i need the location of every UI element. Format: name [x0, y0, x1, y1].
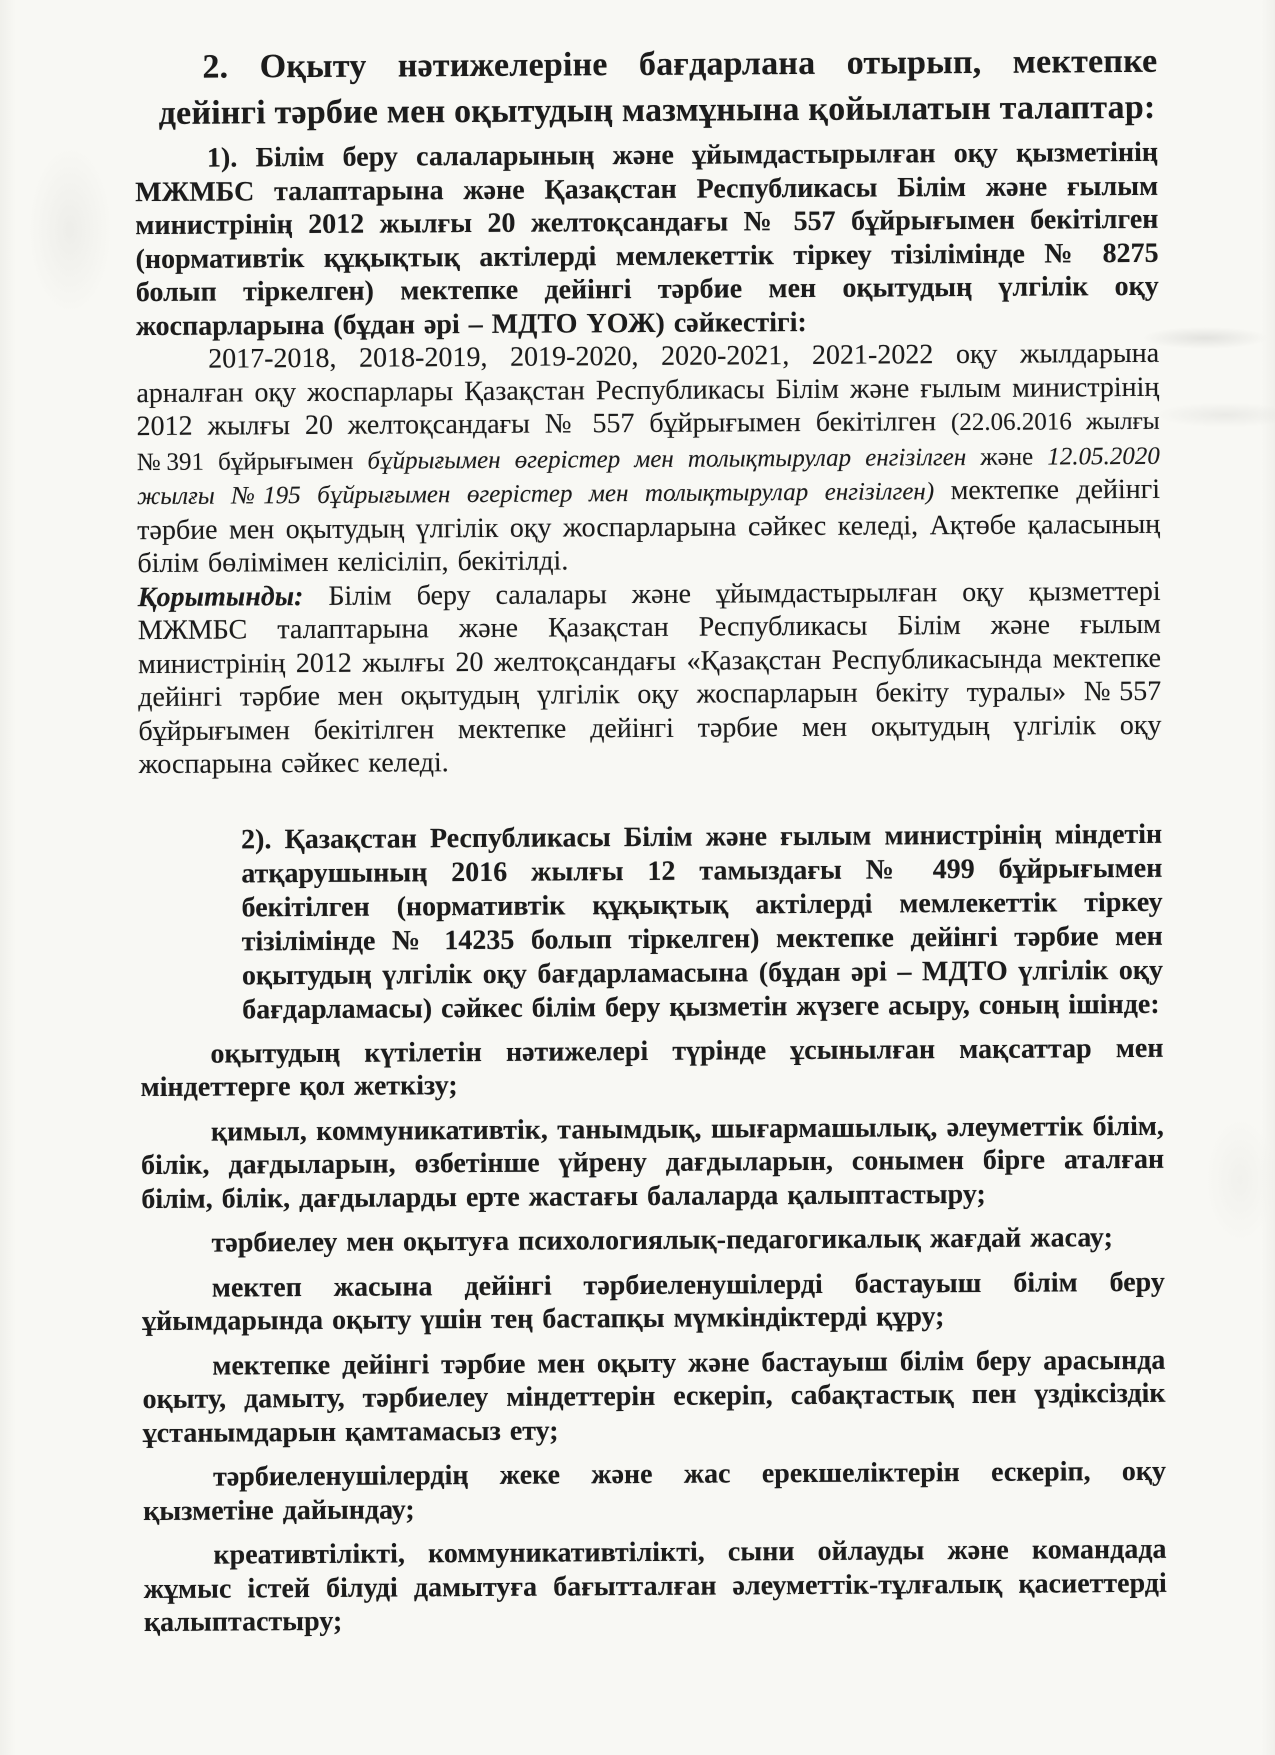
paragraph-study-plans: [136, 337, 1160, 581]
subitem-continuity-principles: мектепке дейінгі тәрбие мен оқыту және бастауыш білім беру арасында оқыту, дамыту, тәрбиелеу міндеттерін ескеріп, сабақтастық пен үздіксіздік ұстанымдарын қамтамасыз ету;: [142, 1344, 1166, 1449]
study-plans-closing-text: мектепке дейінгі тәрбие мен оқытудың үлгілік оқу жоспарларына сәйкес келеді, Ақтөбе қаласының білім бөлімімен келісіліп, бекітілді.: [137, 473, 1161, 580]
amendment-note-opening: (22.06.2016 жылғы №391 бұйрығымен: [136, 407, 1160, 476]
study-plans-main-text: 2017-2018, 2018-2019, 2019-2020, 2020-2021, 2021-2022 оқу жылдарына арналған оқу жоспарлары Қазақстан Республикасы Білім және ғылым министрінің 2012 жылғы 20 желтоқсандағы № 557 бұйрығымен бекітілген: [136, 337, 1160, 443]
section-heading: 2. Оқыту нәтижелеріне бағдарлана отырып, мектепке дейінгі тәрбие мен оқытудың мазмұнына қойылатын талаптар:: [158, 42, 1158, 132]
subitem-psychological-conditions: тәрбиелеу мен оқытуға психологиялық-педагогикалық жағдай жасау;: [211, 1222, 1113, 1259]
amendment-note-italic-2: 12.05.2020 жылғы №195 бұйрығымен өгерістер мен толықтырулар енгізілген): [136, 442, 1160, 511]
subitem-skills-formation: қимыл, коммуникативтік, танымдық, шығармашылық, әлеуметтік білім, білік, дағдыларын, өзбетінше үйрену дағдыларын, сонымен бірге аталған білім, білік, дағдыларды ерте жастағы балаларда қалыптастыру;: [141, 1110, 1165, 1215]
amendment-note-italic-1: бұйрығымен өгерістер мен толықтырулар енгізілген: [367, 443, 981, 475]
subitem-equal-opportunities: мектеп жасына дейінгі тәрбиеленушілерді бастауыш білім беру ұйымдарында оқыту үшін тең бастапқы мүмкіндіктерді құру;: [141, 1266, 1165, 1338]
paragraph-conclusion: [138, 574, 1162, 781]
subitem-individual-preparation: тәрбиеленушілердің жеке және жас ерекшеліктерін ескеріп, оқу қызметіне дайындау;: [143, 1455, 1167, 1527]
conclusion-label: Қорытынды:: [137, 580, 304, 613]
paragraph-requirement-1: 1). Білім беру салаларының және ұйымдастырылған оқу қызметінің МЖМБС талаптарына және Қазақстан Республикасы Білім және ғылым министрінің 2012 жылғы 20 желтоқсандағы № 557 бұйрығымен бекітілген (нормативтік құқықтық актілерді мемлекеттік тіркеу тізілімінде № 8275 болып тіркелген) мектепке дейінгі тәрбие мен оқытудың үлгілік оқу жоспарларына (бұдан әрі – МДТО ҮОЖ) сәйкестігі:: [135, 136, 1159, 342]
subitem-expected-results: оқытудың күтілетін нәтижелері түрінде ұсынылған мақсаттар мен міндеттерге қол жеткізу;: [140, 1032, 1164, 1104]
paragraph-requirement-2: 2). Қазақстан Республикасы Білім және ғылым министрінің міндетін атқарушының 2016 жылғы 12 тамыздағы № 499 бұйрығымен бекітілген (нормативтік құқықтық актілерді мемлекеттік тіркеу тізілімінде № 14235 болып тіркелген) мектепке дейінгі тәрбие мен оқытудың үлгілік оқу бағдарламасына (бұдан әрі – МДТО үлгілік оқу бағдарламасы) сәйкес білім беру қызметін жүзеге асыру, соның ішінде:: [241, 818, 1164, 1025]
requirement-2-subitems: [140, 1031, 1167, 1639]
conclusion-text: Білім беру салалары және ұйымдастырылған оқу қызметтері МЖМБС талаптарына және Қазақстан Республикасы Білім және ғылым министрінің 2012 жылғы 20 желтоқсандағы «Қазақстан Республикасында мектепке дейінгі тәрбие мен оқытудың үлгілік оқу жоспарларын бекіту туралы» №557 бұйрығымен бекітілген мектепке дейінгі тәрбие мен оқытудың үлгілік оқу жоспарына сәйкес келеді.: [137, 575, 1162, 781]
subitem-creativity-qualities: креативтілікті, коммуникативтілікті, сыни ойлауды және командада жұмыс істей білуді дамытуға бағытталған әлеуметтік-тұлғалық қасиеттерді қалыптастыру;: [143, 1533, 1167, 1639]
amendment-note-connector: және: [980, 443, 1048, 471]
